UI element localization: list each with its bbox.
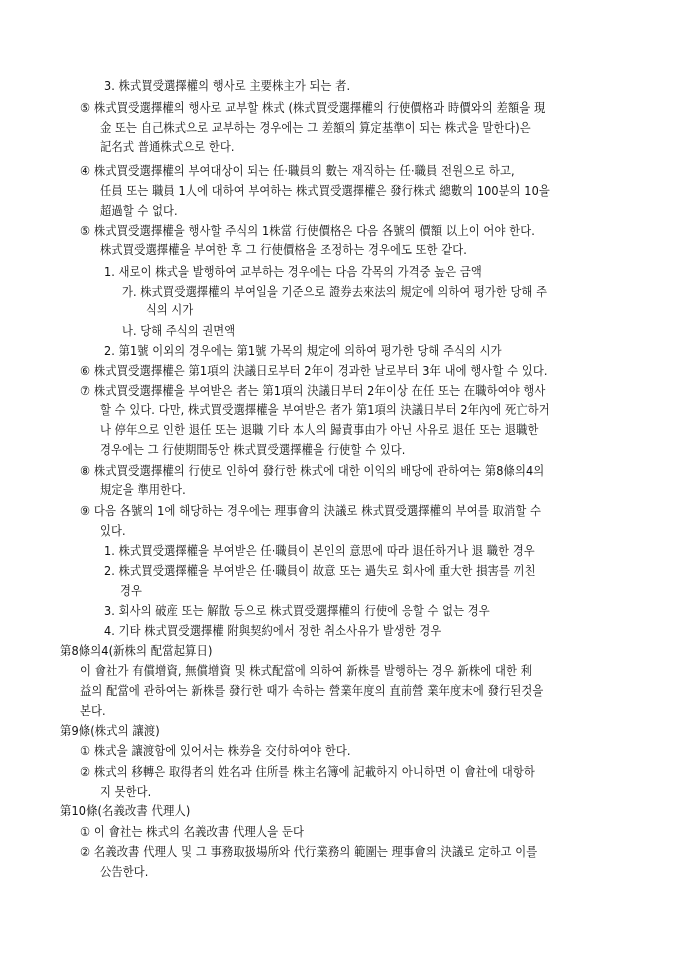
body-line: 나. 당해 주식의 권면액 xyxy=(122,323,236,338)
body-line: 경우에는 그 行使期間동안 株式買受選擇權을 行使할 수 있다. xyxy=(100,442,406,457)
body-line: 지 못한다. xyxy=(100,784,152,799)
article-heading: 第10條(名義改書 代理人) xyxy=(60,803,191,818)
body-line: 4. 기타 株式買受選擇權 附與契約에서 정한 취소사유가 발생한 경우 xyxy=(104,623,442,638)
body-line: ⑤ 株式買受選擇權을 행사할 주식의 1株當 行使價格은 다음 各號의 價額 以上이 어야 한다. xyxy=(80,223,535,238)
body-line: 1. 새로이 株式을 발행하여 교부하는 경우에는 다음 각목의 가격중 높은 금액 xyxy=(104,264,482,279)
body-line: ⑥ 株式買受選擇權은 第1項의 決議日로부터 2年이 경과한 날로부터 3年 내에 행사할 수 있다. xyxy=(80,363,548,378)
body-line: 3. 株式買受選擇權의 행사로 主要株主가 되는 者. xyxy=(104,78,351,93)
body-line: ① 株式을 讓渡함에 있어서는 株券을 交付하여야 한다. xyxy=(80,743,351,758)
body-line: 할 수 있다. 다만, 株式買受選擇權을 부여받은 者가 第1項의 決議日부터 2年內에 死亡하거 xyxy=(100,402,550,417)
body-line: 가. 株式買受選擇權의 부여일을 기준으로 證券去來法의 規定에 의하여 평가한 당해 주 xyxy=(122,284,548,299)
body-line: 記名式 普通株式으로 한다. xyxy=(100,139,235,154)
body-line: ⑧ 株式買受選擇權의 行使로 인하여 發行한 株式에 대한 이익의 배당에 관하여는 第8條의4의 xyxy=(80,463,545,478)
body-line: ② 株式의 移轉은 取得者의 姓名과 住所를 株主名簿에 記載하지 아니하면 이 會社에 대항하 xyxy=(80,764,535,779)
body-line: ⑦ 株式買受選擇權을 부여받은 者는 第1項의 決議日부터 2年이상 在任 또는 在職하여야 행사 xyxy=(80,383,546,398)
body-line: ② 名義改書 代理人 및 그 事務取扱場所와 代行業務의 範圍는 理事會의 決議로 定하고 이를 xyxy=(80,844,538,859)
body-line: 3. 회사의 破産 또는 解散 등으로 株式買受選擇權의 行使에 응할 수 없는 경우 xyxy=(104,603,490,618)
body-line: 본다. xyxy=(80,703,106,718)
body-line: 경우 xyxy=(120,583,142,598)
body-line: 2. 株式買受選擇權을 부여받은 任·職員이 故意 또는 過失로 회사에 重大한 損害를 끼친 xyxy=(104,563,536,578)
article-heading: 第9條(株式의 讓渡) xyxy=(60,723,160,738)
body-line: 나 停年으로 인한 退任 또는 退職 기타 本人의 歸責事由가 아닌 사유로 退任 또는 退職한 xyxy=(100,422,539,437)
body-line: 1. 株式買受選擇權을 부여받은 任·職員이 본인의 意思에 따라 退任하거나 退 職한 경우 xyxy=(104,543,535,558)
body-line: 任員 또는 職員 1人에 대하여 부여하는 株式買受選擇權은 發行株式 總數의 100분의 10을 xyxy=(100,183,550,198)
body-line: 超過할 수 없다. xyxy=(100,203,178,218)
body-line: 2. 第1號 이외의 경우에는 第1號 가목의 規定에 의하여 평가한 당해 주식의 시가 xyxy=(104,343,502,358)
body-line: 식의 시가 xyxy=(146,302,194,317)
body-line: 金 또는 自己株式으로 교부하는 경우에는 그 差額의 算定基準이 되는 株式을 말한다)은 xyxy=(100,120,531,135)
body-line: ① 이 會社는 株式의 名義改書 代理人을 둔다 xyxy=(80,824,305,839)
body-line: 이 會社가 有償增資, 無償增資 및 株式配當에 의하여 新株를 발행하는 경우 新株에 대한 利 xyxy=(80,663,533,678)
body-line: ⑨ 다음 各號의 1에 해당하는 경우에는 理事會의 決議로 株式買受選擇權의 부여를 取消할 수 xyxy=(80,503,542,518)
body-line: ⑤ 株式買受選擇權의 행사로 교부할 株式 (株式買受選擇權의 行使價格과 時價와의 差額을 現 xyxy=(80,100,546,115)
body-line: 規定을 準用한다. xyxy=(100,482,186,497)
body-line: 株式買受選擇權을 부여한 후 그 行使價格을 조정하는 경우에도 또한 같다. xyxy=(100,242,467,257)
body-line: 公告한다. xyxy=(100,864,149,879)
article-heading: 第8條의4(新株의 配當起算日) xyxy=(60,643,213,658)
body-line: ④ 株式買受選擇權의 부여대상이 되는 任·職員의 數는 재직하는 任·職員 전원으로 하고, xyxy=(80,163,515,178)
body-line: 있다. xyxy=(100,523,126,538)
body-line: 益의 配當에 관하여는 新株를 發行한 때가 속하는 營業年度의 直前營 業年度末에 發行된것을 xyxy=(80,683,544,698)
